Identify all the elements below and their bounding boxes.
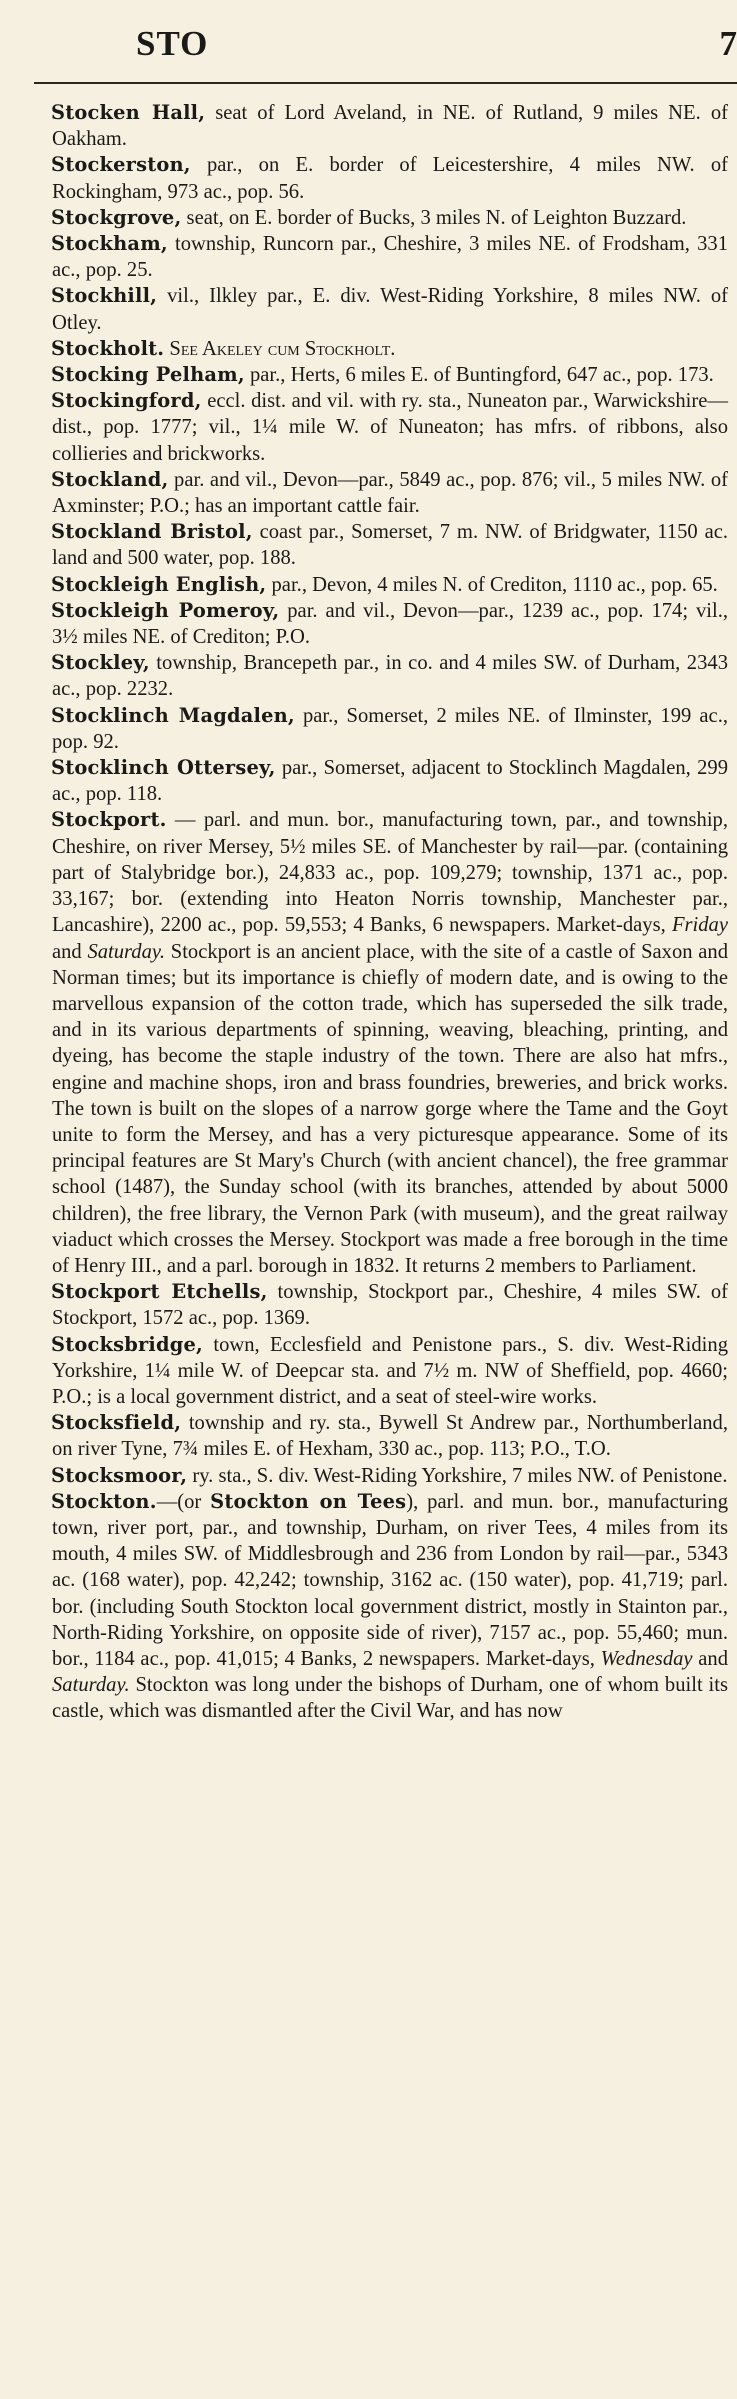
headword: Stockhill, (51, 284, 158, 308)
entry-stocklinch-ottersey (52, 755, 728, 807)
entry-body: par., Somerset, 2 miles NE. of Ilminster, 199 ac., pop. 92. (52, 704, 728, 753)
headword: Stockingford, (51, 389, 202, 413)
entry-body-cont: ), parl. and mun. bor., manufacturing town, river port, par., and township, Durham, on river Tees, 4 miles from its mouth, 4 miles SW. of Middlesbrough and 236 from London by rail—par., 5343 ac. (168 water), pop. 42,242; township, 3162 ac. (150 water), pop. 41,719; parl. bor. (including South Stockton local government district, mostly in Stainton par., North-Riding Yorkshire, on opposite side of river), 7157 ac., pop. 55,460; mun. bor., 1184 ac., pop. 41,015; 4 Banks, 2 newspapers. Market-days, (52, 1490, 728, 1670)
entry-body: township and ry. sta., Bywell St Andrew par., Northumberland, on river Tyne, 7¾ miles E. of Hexham, 330 ac., pop. 113; P.O., T.O. (52, 1412, 728, 1461)
entry-stockerston (52, 152, 728, 204)
headword: Stockgrove, (51, 205, 182, 229)
entry-body: — parl. and mun. bor., manufacturing town, par., and township, Cheshire, on river Mersey, 5½ miles SE. of Manchester by rail—par. (containing part of Stalybridge bor.), 24,833 ac., pop. 109,279; township, 1371 ac., pop. 33,167; bor. (extending into Heaton Norris township, Manchester par., Lancashire), 2200 ac., pop. 59,553; 4 Banks, 6 newspapers. Market-days, (52, 809, 728, 937)
market-day: Wednesday (600, 1647, 693, 1670)
entry-stockhill (52, 283, 728, 335)
headword: Stockleigh Pomeroy, (51, 598, 280, 622)
entry-body: par., on E. border of Leicestershire, 4 miles NW. of Rockingham, 973 ac., pop. 56. (52, 154, 728, 203)
entry-stockgrove (52, 205, 728, 231)
market-day: Friday (671, 914, 728, 937)
entry-stocksfield (52, 1410, 728, 1462)
running-head (0, 0, 737, 96)
entry-stockingford (52, 388, 728, 467)
headword: Stocking Pelham, (51, 363, 245, 387)
entry-body: township, Brancepeth par., in co. and 4 miles SW. of Durham, 2343 ac., pop. 2232. (52, 652, 728, 701)
header-rule (34, 82, 737, 84)
running-head-word: STO (136, 24, 209, 63)
entry-body: township, Stockport par., Cheshire, 4 miles SW. of Stockport, 1572 ac., pop. 1369. (52, 1281, 728, 1330)
headword: Stockleigh English, (51, 572, 267, 596)
entry-stocksmoor (52, 1463, 728, 1489)
entry-body: township, Runcorn par., Cheshire, 3 miles NE. of Frodsham, 331 ac., pop. 25. (52, 233, 728, 282)
entry-stocken-hall (52, 100, 728, 152)
entry-stockholt (52, 336, 728, 362)
entry-stocksbridge (52, 1332, 728, 1411)
entry-body: —(or (156, 1490, 211, 1513)
entry-body-joiner: and (692, 1647, 728, 1670)
headword: Stockholt. (51, 336, 165, 360)
entry-stockleigh-english (52, 572, 728, 598)
entry-body: town, Ecclesfield and Penistone pars., S. div. West-Riding Yorkshire, 1¼ mile W. of Deepcar sta. and 7½ m. NW of Sheffield, pop. 4660; P.O.; is a local government district, and a seat of steel-wire works. (52, 1333, 728, 1408)
entry-stockton (52, 1489, 728, 1725)
entry-stockland (52, 467, 728, 519)
entry-stockham (52, 231, 728, 283)
headword: Stockland, (51, 467, 169, 491)
entry-body: ry. sta., S. div. West-Riding Yorkshire, 7 miles NW. of Penistone. (187, 1464, 728, 1487)
headword: Stockley, (51, 651, 150, 675)
headword: Stockton. (51, 1489, 157, 1513)
page-number: 7 (719, 24, 737, 63)
headword: Stockham, (51, 232, 168, 256)
alternate-headword: Stockton on Tees (210, 1489, 407, 1513)
entry-body-tail: Stockport is an ancient place, with the site of a castle of Saxon and Norman times; but its importance is chiefly of modern date, and is owing to the marvellous expansion of the cotton trade, which has superseded the silk trade, and in its various departments of spinning, weaving, bleaching, printing, and dyeing, has become the staple industry of the town. There are also hat mfrs., engine and machine shops, iron and brass foundries, breweries, and brick works. The town is built on the slopes of a narrow gorge where the Tame and the Goyt unite to form the Mersey, and has a very picturesque appearance. Some of its principal features are St Mary's Church (with ancient chancel), the free grammar school (1487), the Sunday school (with its branches, attended by about 5000 children), the free library, the Vernon Park (with museum), and the great railway viaduct which crosses the Mersey. Stockport was made a free borough in the time of Henry III., and a parl. borough in 1832. It returns 2 members to Parliament. (52, 940, 728, 1277)
entry-body: seat, on E. border of Bucks, 3 miles N. of Leighton Buzzard. (181, 206, 687, 229)
entry-body: par. and vil., Devon—par., 5849 ac., pop. 876; vil., 5 miles NW. of Axminster; P.O.; has an important cattle fair. (52, 468, 728, 518)
entry-stocking-pelham (52, 362, 728, 388)
entry-stockland-bristol (52, 519, 728, 571)
entry-body: eccl. dist. and vil. with ry. sta., Nuneaton par., Warwickshire—dist., pop. 1777; vil., 1¼ mile W. of Nuneaton; has mfrs. of ribbons, also collieries and brickworks. (52, 390, 728, 465)
market-day: Saturday. (87, 940, 166, 963)
entry-body: vil., Ilkley par., E. div. West-Riding Yorkshire, 8 miles NW. of Otley. (52, 285, 728, 334)
entry-body: par., Somerset, adjacent to Stocklinch Magdalen, 299 ac., pop. 118. (52, 757, 728, 806)
headword: Stocksfield, (51, 1411, 182, 1435)
entry-body: See Akeley cum Stockholt. (164, 337, 396, 360)
entry-stockley (52, 650, 728, 702)
entry-body: par. and vil., Devon—par., 1239 ac., pop. 174; vil., 3½ miles NE. of Crediton; P.O. (52, 599, 728, 649)
entry-stockport-etchells (52, 1279, 728, 1331)
headword: Stocklinch Ottersey, (51, 756, 276, 780)
entry-stockleigh-pomeroy (52, 598, 728, 650)
headword: Stocken Hall, (51, 101, 206, 124)
entry-stocklinch-magdalen (52, 703, 728, 755)
headword: Stockland Bristol, (51, 520, 253, 544)
headword: Stockport Etchells, (51, 1280, 268, 1304)
entry-body-tail: Stockton was long under the bishops of Durham, one of whom built its castle, which was dismantled after the Civil War, and has now (52, 1674, 728, 1723)
headword: Stocksbridge, (51, 1332, 203, 1356)
entry-body: par., Herts, 6 miles E. of Buntingford, 647 ac., pop. 173. (244, 364, 714, 387)
entry-body: coast par., Somerset, 7 m. NW. of Bridgwater, 1150 ac. land and 500 water, pop. 188. (52, 521, 728, 570)
headword: Stockport. (51, 808, 167, 832)
entry-stockport (52, 807, 728, 1279)
market-day: Saturday. (52, 1674, 130, 1697)
entry-body: seat of Lord Aveland, in NE. of Rutland, 9 miles NE. of Oakham. (52, 102, 728, 151)
entry-body: par., Devon, 4 miles N. of Crediton, 1110 ac., pop. 65. (266, 573, 718, 596)
headword: Stockerston, (51, 153, 191, 177)
headword: Stocklinch Magdalen, (51, 703, 295, 727)
gazetteer-column (52, 100, 728, 1725)
headword: Stocksmoor, (51, 1463, 188, 1487)
entry-body-joiner: and (52, 940, 88, 963)
